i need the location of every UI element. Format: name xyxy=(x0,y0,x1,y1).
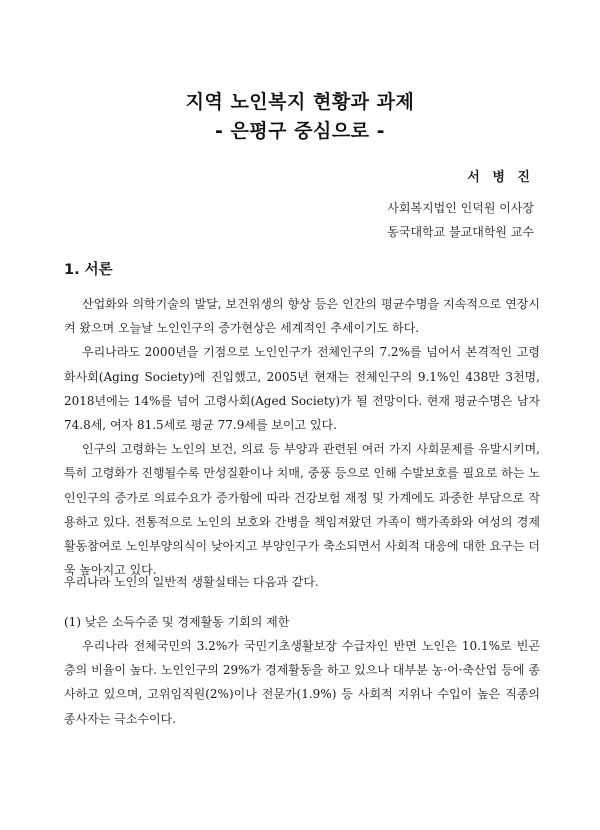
paragraph-3: 인구의 고령화는 노인의 보건, 의료 등 부양과 관련된 여러 가지 사회문제를 유발시키며, 특히 고령화가 진행될수록 만성질환이나 치매, 중풍 등으로 인해 수발보호를 필요로 하는 노인인구의 증가로 의료수요가 증가함에 따라 건강보험 재정 및 가계에도 과중한 부담으로 작용하고 있다. 전통적으로 노인의 보호와 간병을 책임져왔던 가족이 핵가족화와 여성의 경제활동참여로 노인부양의식이 낮아지고 부양인구가 축소되면서 사회적 대응에 대한 요구는 더욱 높아지고 있다. xyxy=(64,442,540,578)
author-name: 서 병 진 xyxy=(467,170,534,185)
paragraph-5: 우리나라 전체국민의 3.2%가 국민기초생활보장 수급자인 반면 노인은 10.1%로 빈곤층의 비율이 높다. 노인인구의 29%가 경제활동을 하고 있으나 대부분 농·어·축산업 등에 종사하고 있으며, 고위임직원(2%)이나 전문가(1.9%) 등 사회적 지위나 수입이 높은 직종의 종사자는 극소수이다. xyxy=(64,639,540,726)
paragraph-2: 우리나라도 2000년을 기점으로 노인인구가 전체인구의 7.2%를 넘어서 본격적인 고령화사회(Aging Society)에 진입했고, 2005년 현재는 전체인구의 9.1%인 438만 3천명, 2018년에는 14%를 넘어 고령사회(Aged Society)가 될 전망이다. 현재 평균수명은 남자 74.8세, 여자 81.5세로 평균 77.9세를 보이고 있다. xyxy=(64,345,540,433)
author-affiliation-1: 사회복지법인 인덕원 이사장 xyxy=(387,201,534,215)
list-item-heading xyxy=(64,610,540,634)
item-1-title: (1) 낮은 소득수준 및 경제활동 기회의 제한 xyxy=(64,615,290,629)
author-affiliation-2: 동국대학교 불교대학원 교수 xyxy=(387,225,534,239)
body-text-2 xyxy=(64,570,540,594)
body-text-3 xyxy=(64,634,540,731)
paper-title: 지역 노인복지 현황과 과제 xyxy=(185,91,415,113)
paper-subtitle: - 은평구 중심으로 - xyxy=(214,120,386,142)
body-text xyxy=(64,292,540,582)
paragraph-1: 산업화와 의학기술의 발달, 보건위생의 향상 등은 인간의 평균수명을 지속적으로 연장시켜 왔으며 오늘날 노인인구의 증가현상은 세계적인 추세이기도 하다. xyxy=(64,297,540,336)
section-heading: 1. 서론 xyxy=(64,262,113,278)
paragraph-4: 우리나라 노인의 일반적 생활실태는 다음과 같다. xyxy=(64,575,319,589)
author-block xyxy=(387,166,534,244)
